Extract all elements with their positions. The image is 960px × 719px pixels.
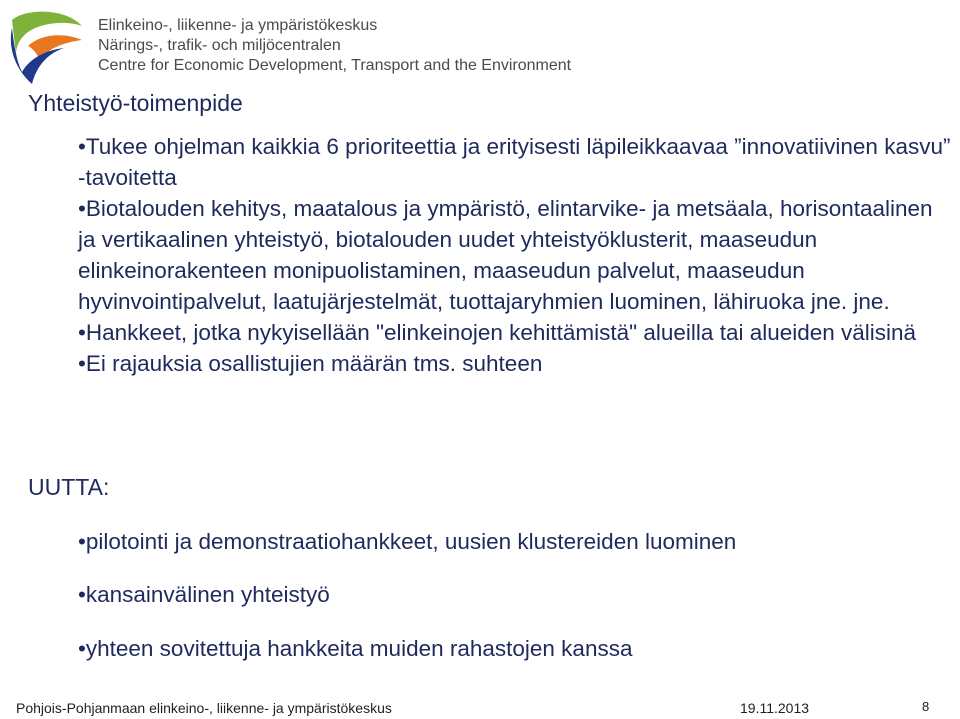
section-title: Yhteistyö-toimenpide	[28, 90, 243, 116]
bullet-item: •Biotalouden kehitys, maatalous ja ympäristö, elintarvike- ja metsäala, horisontaalinen ja vertikaalinen yhteistyö, biotalouden uudet yhteistyöklusterit, maaseudun elinkeinorakenteen monipuolistaminen, maaseudun palvelut, maaseudun hyvinvointipalvelut, laatujärjestelmät, tuottajaryhmien luominen, lähiruoka jne. jne.	[78, 196, 933, 314]
new-section-title: UUTTA:	[28, 474, 110, 500]
org-name-sv: Närings-, trafik- och miljöcentralen	[98, 37, 341, 54]
bullet-item: •Ei rajauksia osallistujien määrän tms. suhteen	[78, 351, 543, 376]
header	[6, 6, 572, 86]
bullet-item: •Hankkeet, jotka nykyisellään "elinkeinojen kehittämistä" alueilla tai alueiden välisinä	[78, 320, 917, 345]
ely-centre-logo-icon	[6, 6, 86, 86]
bullet-list	[78, 131, 953, 379]
new-bullet-item: •yhteen sovitettuja hankkeita muiden rahastojen kanssa	[78, 635, 633, 661]
bullet-item: •Tukee ohjelman kaikkia 6 prioriteettia ja erityisesti läpileikkaavaa ”innovatiivinen kasvu” -tavoitetta	[78, 134, 951, 190]
org-name-fi: Elinkeino-, liikenne- ja ympäristökeskus	[98, 17, 378, 34]
org-name-en: Centre for Economic Development, Transport and the Environment	[98, 57, 572, 74]
new-bullet-list	[78, 503, 953, 686]
new-bullet-item: •pilotointi ja demonstraatiohankkeet, uusien klustereiden luominen	[78, 528, 737, 554]
footer-org: Pohjois-Pohjanmaan elinkeino-, liikenne- ja ympäristökeskus	[16, 700, 392, 716]
new-bullet-item: •kansainvälinen yhteistyö	[78, 582, 330, 607]
page-number: 8	[922, 699, 930, 714]
footer-date: 19.11.2013	[740, 700, 810, 716]
